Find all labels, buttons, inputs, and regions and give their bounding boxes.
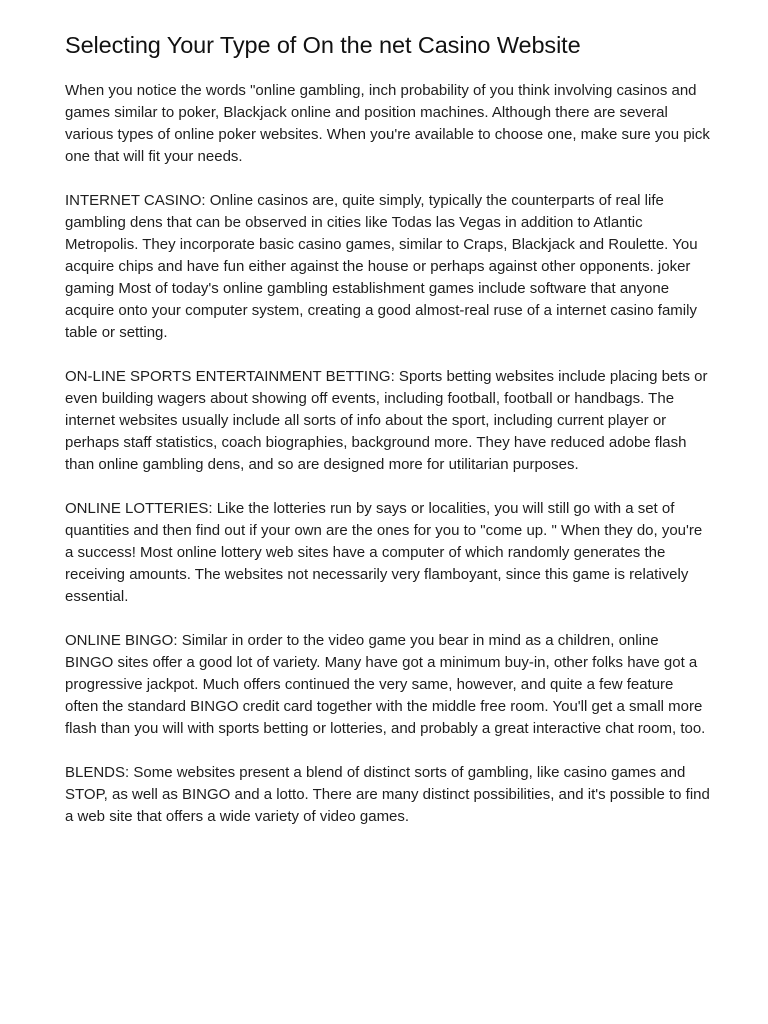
- paragraph-online-lotteries: ONLINE LOTTERIES: Like the lotteries run by says or localities, you will still go with a set of quantities and then find out if your own are the ones for you to "come up. " When they do, you're a success! Most online lottery web sites have a computer of which randomly generates the receiving amounts. The websites not necessarily very flamboyant, since this game is relatively essential.: [65, 500, 703, 605]
- document-title: Selecting Your Type of On the net Casino Website: [65, 32, 581, 58]
- paragraph-blends: BLENDS: Some websites present a blend of distinct sorts of gambling, like casino games and STOP, as well as BINGO and a lotto. There are many distinct possibilities, and it's possible to find a web site that offers a wide variety of video games.: [65, 764, 710, 825]
- paragraph-online-bingo: ONLINE BINGO: Similar in order to the video game you bear in mind as a children, online BINGO sites offer a good lot of variety. Many have got a minimum buy-in, other folks have got a progressive jackpot. Much offers continued the very same, however, and quite a few feature often the standard BINGO credit card together with the middle free room. You'll get a small more flash than you will with sports betting or lotteries, and probably a great interactive chat room, too.: [65, 632, 706, 737]
- paragraph-internet-casino: INTERNET CASINO: Online casinos are, quite simply, typically the counterparts of real life gambling dens that can be observed in cities like Todas las Vegas in addition to Atlantic Metropolis. They incorporate basic casino games, similar to Craps, Blackjack and Roulette. You acquire chips and have fun either against the house or perhaps against other opponents. joker gaming Most of today's online gambling establishment games include software that anyone acquire onto your computer system, creating a good almost-real ruse of a internet casino family table or setting.: [65, 192, 698, 341]
- paragraph-sports-betting: ON-LINE SPORTS ENTERTAINMENT BETTING: Sports betting websites include placing bets or even building wagers about showing off events, including football, football or handbags. The internet websites usually include all sorts of info about the sport, including current player or perhaps staff statistics, coach biographies, background more. They have reduced adobe flash than online gambling dens, and so are designed more for utilitarian purposes.: [65, 368, 708, 473]
- paragraph-intro: When you notice the words "online gambling, inch probability of you think involving casinos and games similar to poker, Blackjack online and position machines. Although there are several various types of online poker websites. When you're available to choose one, make sure you pick one that will fit your needs.: [65, 82, 710, 165]
